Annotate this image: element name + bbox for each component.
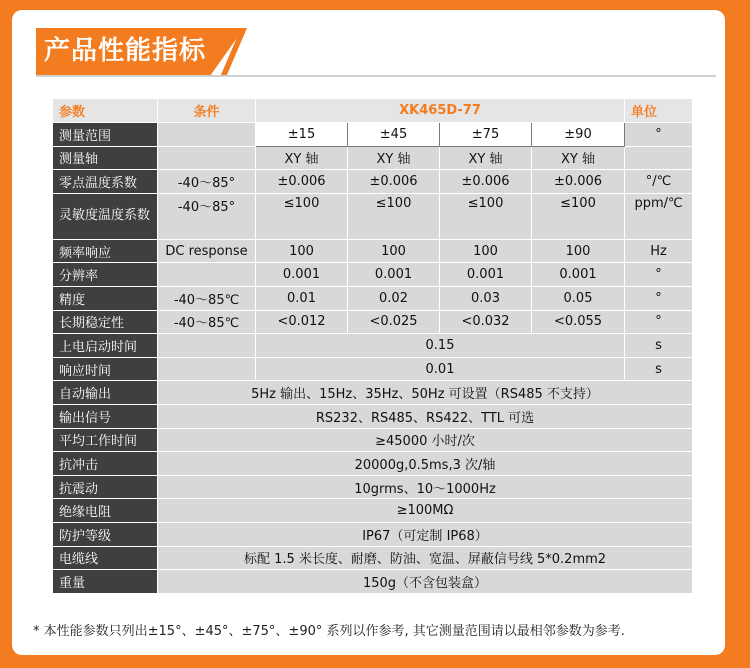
row-label: 测量轴 xyxy=(53,146,158,170)
table-row xyxy=(53,170,693,194)
table-row xyxy=(53,475,693,499)
row-unit: ° xyxy=(625,310,693,334)
row-value: ±75 xyxy=(440,123,532,147)
row-label: 灵敏度温度系数 xyxy=(53,193,158,239)
table-row xyxy=(53,570,693,594)
table-row xyxy=(53,428,693,452)
table-row xyxy=(53,452,693,476)
row-label: 绝缘电阻 xyxy=(53,499,158,523)
row-value: 标配 1.5 米长度、耐磨、防油、宽温、屏蔽信号线 5*0.2mm2 xyxy=(158,546,693,570)
row-condition: DC response xyxy=(158,239,256,263)
row-condition xyxy=(158,334,256,358)
row-value: XY 轴 xyxy=(532,146,625,170)
row-value: <0.012 xyxy=(256,310,348,334)
row-label: 响应时间 xyxy=(53,357,158,381)
header-condition: 条件 xyxy=(158,99,256,123)
row-condition xyxy=(158,263,256,287)
table-row xyxy=(53,499,693,523)
row-value: 5Hz 输出、15Hz、35Hz、50Hz 可设置（RS485 不支持） xyxy=(158,381,693,405)
row-unit: °/℃ xyxy=(625,170,693,194)
row-value: ±45 xyxy=(348,123,440,147)
row-unit: s xyxy=(625,357,693,381)
row-value: 0.001 xyxy=(256,263,348,287)
row-label: 分辨率 xyxy=(53,263,158,287)
table-row xyxy=(53,522,693,546)
row-value: ≥100MΩ xyxy=(158,499,693,523)
row-label: 长期稳定性 xyxy=(53,310,158,334)
row-unit xyxy=(625,146,693,170)
row-value: 0.02 xyxy=(348,286,440,310)
row-label: 抗震动 xyxy=(53,475,158,499)
row-label: 零点温度系数 xyxy=(53,170,158,194)
row-condition: -40～85° xyxy=(158,193,256,239)
row-value: <0.032 xyxy=(440,310,532,334)
row-value: 0.01 xyxy=(256,286,348,310)
row-value: 0.001 xyxy=(440,263,532,287)
row-value: ≤100 xyxy=(348,193,440,239)
title-divider xyxy=(36,75,716,77)
table-header-row xyxy=(53,99,693,123)
page-title: 产品性能指标 xyxy=(44,36,207,66)
row-value: XY 轴 xyxy=(440,146,532,170)
row-condition xyxy=(158,357,256,381)
table-row xyxy=(53,193,693,239)
table-row xyxy=(53,381,693,405)
row-unit: s xyxy=(625,334,693,358)
row-value: ±0.006 xyxy=(532,170,625,194)
header-unit: 单位 xyxy=(625,99,693,123)
table-row xyxy=(53,357,693,381)
row-condition: -40～85° xyxy=(158,170,256,194)
row-label: 频率响应 xyxy=(53,239,158,263)
table-row xyxy=(53,546,693,570)
row-value: 20000g,0.5ms,3 次/轴 xyxy=(158,452,693,476)
table-row xyxy=(53,123,693,147)
row-condition: -40～85℃ xyxy=(158,310,256,334)
row-unit: ° xyxy=(625,263,693,287)
row-value: 100 xyxy=(440,239,532,263)
header-model: XK465D-77 xyxy=(256,99,625,123)
row-label: 精度 xyxy=(53,286,158,310)
row-label: 上电启动时间 xyxy=(53,334,158,358)
row-value: ±0.006 xyxy=(256,170,348,194)
row-value: 10grms、10～1000Hz xyxy=(158,475,693,499)
row-value: XY 轴 xyxy=(256,146,348,170)
table-row xyxy=(53,334,693,358)
footnote: * 本性能参数只列出±15°、±45°、±75°、±90° 系列以作参考, 其它测量范围请以最相邻参数为参考. xyxy=(33,624,625,639)
row-label: 输出信号 xyxy=(53,404,158,428)
spec-table xyxy=(52,98,693,594)
row-label: 防护等级 xyxy=(53,522,158,546)
row-unit: ppm/℃ xyxy=(625,193,693,239)
row-value: 0.05 xyxy=(532,286,625,310)
row-value: 0.15 xyxy=(256,334,625,358)
row-value: ≥45000 小时/次 xyxy=(158,428,693,452)
table-row xyxy=(53,263,693,287)
row-value: XY 轴 xyxy=(348,146,440,170)
row-value: 0.001 xyxy=(348,263,440,287)
row-label: 重量 xyxy=(53,570,158,594)
header-param: 参数 xyxy=(53,99,158,123)
row-value: 0.001 xyxy=(532,263,625,287)
row-label: 平均工作时间 xyxy=(53,428,158,452)
row-value: ≤100 xyxy=(256,193,348,239)
table-row xyxy=(53,146,693,170)
row-condition: -40～85℃ xyxy=(158,286,256,310)
row-label: 电缆线 xyxy=(53,546,158,570)
row-label: 自动输出 xyxy=(53,381,158,405)
row-label: 测量范围 xyxy=(53,123,158,147)
row-condition xyxy=(158,123,256,147)
row-value: 100 xyxy=(256,239,348,263)
row-unit: ° xyxy=(625,123,693,147)
row-value: 0.03 xyxy=(440,286,532,310)
table-row xyxy=(53,286,693,310)
row-unit: Hz xyxy=(625,239,693,263)
row-value: ±15 xyxy=(256,123,348,147)
row-unit: ° xyxy=(625,286,693,310)
row-value: ≤100 xyxy=(440,193,532,239)
row-value: IP67（可定制 IP68） xyxy=(158,522,693,546)
row-value: RS232、RS485、RS422、TTL 可选 xyxy=(158,404,693,428)
row-value: 100 xyxy=(348,239,440,263)
row-value: <0.025 xyxy=(348,310,440,334)
row-value: 0.01 xyxy=(256,357,625,381)
row-value: ±0.006 xyxy=(440,170,532,194)
row-value: 100 xyxy=(532,239,625,263)
table-row xyxy=(53,310,693,334)
table-row xyxy=(53,239,693,263)
row-value: <0.055 xyxy=(532,310,625,334)
table-row xyxy=(53,404,693,428)
row-value: ≤100 xyxy=(532,193,625,239)
row-value: ±0.006 xyxy=(348,170,440,194)
row-value: ±90 xyxy=(532,123,625,147)
row-value: 150g（不含包装盒） xyxy=(158,570,693,594)
row-condition xyxy=(158,146,256,170)
row-label: 抗冲击 xyxy=(53,452,158,476)
